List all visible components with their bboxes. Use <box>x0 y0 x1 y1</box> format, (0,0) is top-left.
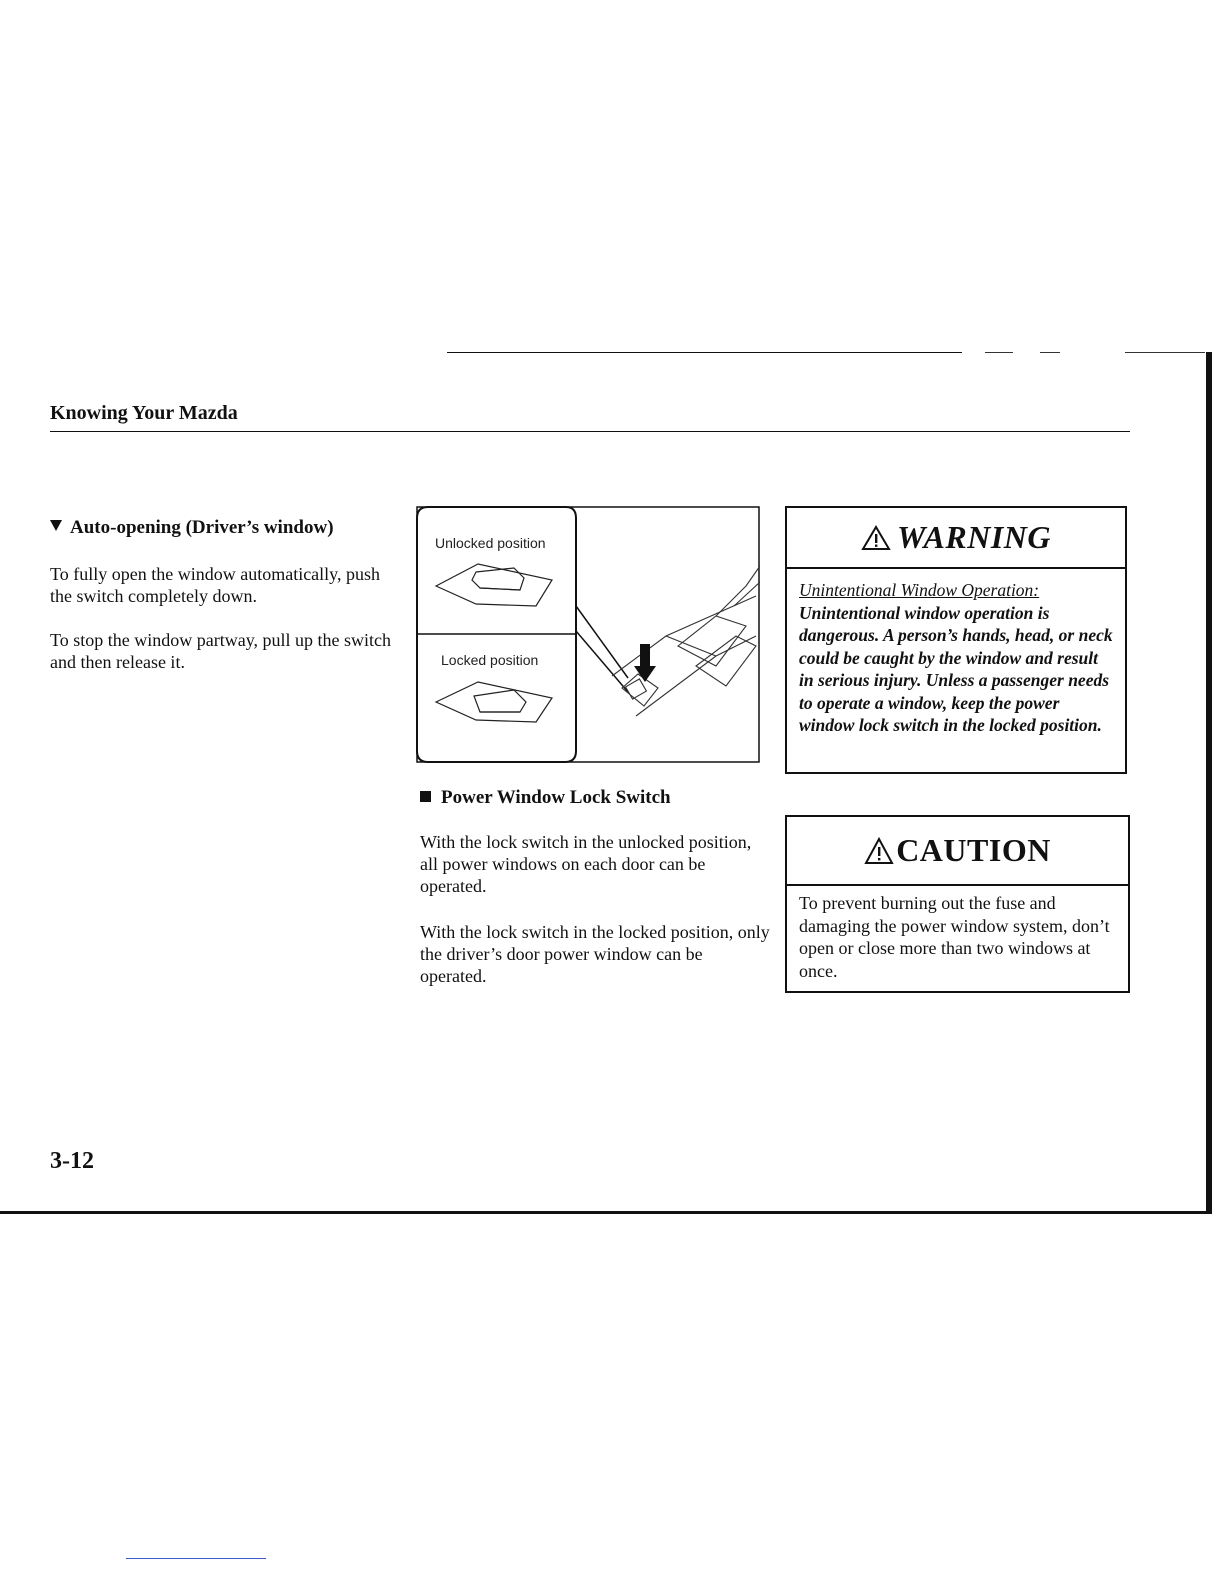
lock-switch-heading-text: Power Window Lock Switch <box>441 787 671 808</box>
top-rule-dash <box>1040 352 1060 353</box>
section-title: Knowing Your Mazda <box>50 402 238 424</box>
caution-title: CAUTION <box>896 832 1051 868</box>
warning-text: Unintentional window operation is dangerous. A person’s hands, head, or neck could be caught by the window and result in serious injury. Unless a passenger needs to operate a window, keep the power window lock switch in the locked position. <box>799 602 1113 735</box>
header-rule <box>50 431 1130 432</box>
lock-switch-paragraph-1: With the lock switch in the unlocked position, all power windows on each door can be operated. <box>420 832 752 896</box>
page-number: 3-12 <box>50 1148 94 1174</box>
auto-opening-paragraph-1: To fully open the window automatically, push the switch completely down. <box>50 564 381 606</box>
triangle-bullet-icon <box>50 520 62 531</box>
warning-triangle-icon <box>861 525 891 551</box>
lock-switch-figure <box>416 506 760 763</box>
lock-switch-heading <box>420 787 671 809</box>
label-unlocked: Unlocked position <box>435 535 546 551</box>
label-locked: Locked position <box>441 652 539 668</box>
square-bullet-icon <box>420 791 431 802</box>
auto-opening-heading <box>50 517 334 539</box>
press-arrow-icon <box>634 644 656 682</box>
top-rule-dash <box>1125 352 1205 353</box>
warning-subtitle: Unintentional Window Operation: <box>799 580 1040 600</box>
warning-title: WARNING <box>896 519 1052 555</box>
caution-text: To prevent burning out the fuse and damaging the power window system, don’t open or close more than two windows at once. <box>799 893 1110 981</box>
warning-box <box>785 506 1127 774</box>
page-edge-bar <box>1206 352 1212 1214</box>
lock-switch-paragraph-2: With the lock switch in the locked position, only the driver’s door power window can be operated. <box>420 922 770 986</box>
bottom-rule <box>0 1211 1212 1214</box>
top-rule <box>447 352 962 353</box>
auto-opening-paragraph-2: To stop the window partway, pull up the switch and then release it. <box>50 630 392 672</box>
warning-header <box>787 508 1125 569</box>
auto-opening-heading-text: Auto-opening (Driver’s window) <box>70 517 334 538</box>
door-switch-panel-icon <box>612 566 760 716</box>
caution-header <box>787 817 1128 886</box>
caution-box <box>785 815 1130 993</box>
top-rule-dash <box>985 352 1013 353</box>
caution-triangle-icon <box>864 837 894 865</box>
warning-body <box>787 569 1125 737</box>
footer-link-line <box>126 1558 266 1559</box>
